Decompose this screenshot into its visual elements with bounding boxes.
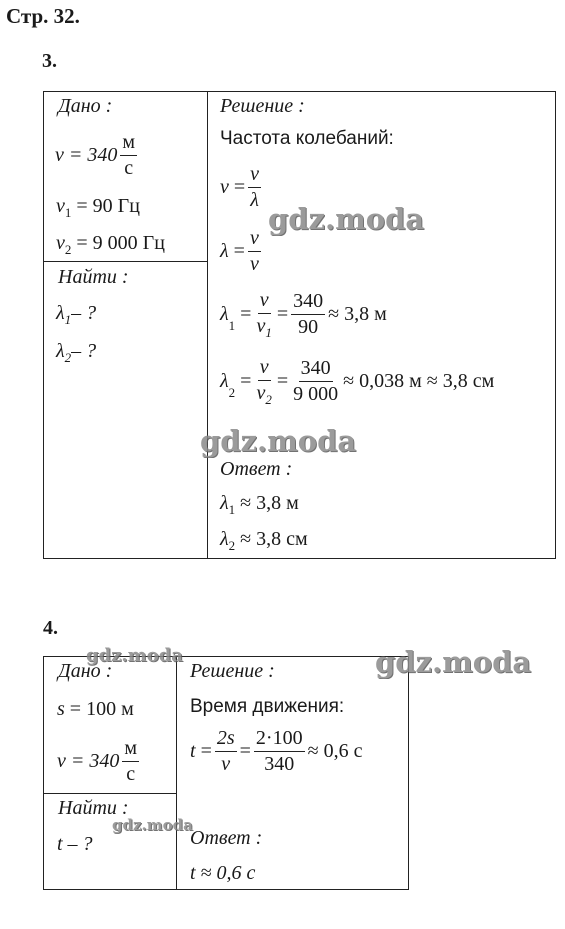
frac-den: λ — [250, 189, 259, 211]
nu2-value: = 9 000 Гц — [76, 232, 165, 254]
task-4-solution-label: Решение : — [190, 660, 275, 682]
answer2-value: ≈ 3,8 см — [240, 528, 308, 550]
task-3-solution-label: Решение : — [220, 95, 305, 117]
given-speed-expr: v = 340 — [55, 144, 118, 166]
frac-den: 90 — [298, 316, 319, 339]
watermark: gdz.moda — [375, 645, 532, 679]
task-3-calc-lambda2: λ $_2$ = $\frac{v}{\nu_2}$ = $\frac{340}{9 000}$ ≈ 0,038 м ≈ 3,8 см — [220, 356, 495, 407]
frac-den: $\nu_1$ — [256, 315, 272, 340]
task-3-given-speed — [55, 132, 140, 179]
frac-den: $\nu_2$ — [256, 382, 272, 407]
task-4-number: 4. — [43, 617, 58, 639]
task-3-given-find-divider — [44, 261, 207, 262]
task-3-answer-lambda1: $\lambda_1 \approx 3,8$ м — [220, 492, 299, 517]
time-result: ≈ 0,6 с — [307, 740, 363, 762]
task-4-given-speed — [57, 738, 142, 785]
2s-over-v — [215, 728, 237, 775]
lambda2-result: ≈ 0,038 м ≈ 3,8 см — [343, 370, 495, 393]
task-3-answer-label: Ответ : — [220, 458, 293, 480]
frac-den: ν — [249, 253, 259, 275]
frac-num: 340 — [291, 291, 325, 315]
watermark: gdz.moda — [112, 816, 193, 834]
task-3-find-lambda1: $\lambda_1-$ ? — [56, 302, 97, 327]
frac-num: v — [258, 290, 271, 314]
task-3-answer-lambda2: $\lambda_2 \approx 3,8$ см — [220, 528, 308, 553]
distance-value: = 100 м — [69, 698, 134, 720]
lambda-symbol: λ — [220, 492, 229, 514]
task-3-calc-lambda1: λ $_1$ = $\frac{v}{\nu_1}$ = $\frac{340}{90}$ ≈ 3,8 м — [220, 289, 387, 340]
task-4-given-distance: s = 100 м — [57, 698, 134, 720]
v-over-lambda — [248, 164, 261, 211]
frac-den: v — [221, 753, 231, 775]
lambda-symbol: λ — [56, 340, 65, 362]
lambda-symbol: λ — [220, 240, 229, 262]
task-3-divider — [207, 92, 208, 558]
frac-num: v — [248, 228, 261, 252]
watermark: gdz.moda — [200, 424, 357, 458]
task-4-given-label: Дано : — [58, 660, 113, 682]
nu-symbol: ν — [220, 176, 229, 198]
v-over-nu2 — [254, 357, 273, 407]
task-3-given-label: Дано : — [58, 95, 113, 117]
frac-num: 340 — [299, 358, 333, 382]
v-over-nu1 — [254, 290, 273, 340]
frac-num: 2·100 — [254, 728, 305, 752]
lambda-symbol: λ — [220, 528, 229, 550]
task-4-find-t: t – ? — [57, 833, 93, 855]
unit-fraction — [122, 738, 139, 785]
task-4-answer-label: Ответ : — [190, 827, 263, 849]
given-speed-expr: v = 340 — [57, 750, 120, 772]
lambda-symbol: λ — [56, 302, 65, 324]
nu1-value: = 90 Гц — [76, 195, 140, 217]
task-4-calc-time: t = $\frac{2s}{v}$ = $\frac{2\cdot 100}{340}$ ≈ 0,6 с — [190, 727, 363, 775]
task-3-solution-heading: Частота колебаний: — [220, 128, 394, 149]
task-3-find-label: Найти : — [58, 266, 129, 288]
frac-num: v — [258, 357, 271, 381]
task-3-formula-lambda: λ = $\frac{v}{\nu}$ — [220, 227, 259, 275]
page-title: Стр. 32. — [6, 4, 80, 28]
task-3-find-lambda2: $\lambda_2-$ ? — [56, 340, 97, 365]
watermark: gdz.moda — [268, 202, 425, 236]
frac-den: 9 000 — [293, 383, 339, 406]
task-4-answer-value: t ≈ 0,6 с — [190, 862, 256, 884]
340-over-9000 — [291, 358, 340, 405]
340-over-90 — [291, 291, 325, 338]
unit-denominator: с — [126, 763, 136, 785]
frac-num: v — [248, 164, 261, 188]
task-3-formula-nu: ν = $\frac{v}{\lambda}$ — [220, 163, 260, 211]
task-4-divider — [176, 657, 177, 889]
unit-numerator: м — [120, 132, 137, 156]
nu-symbol: ν — [256, 382, 266, 404]
task-3-given-nu1: $\nu_1 = 90$ Гц — [56, 195, 140, 220]
v-over-nu — [248, 228, 261, 275]
find-l2-text: – ? — [71, 340, 97, 362]
200-over-340 — [254, 728, 305, 775]
lambda-symbol: λ — [220, 370, 229, 393]
unit-fraction — [120, 132, 137, 179]
answer1-value: ≈ 3,8 м — [240, 492, 299, 514]
unit-denominator: с — [124, 157, 134, 179]
lambda-symbol: λ — [220, 303, 229, 326]
nu-symbol: ν — [256, 315, 266, 337]
frac-den: 340 — [264, 753, 295, 775]
nu-symbol: ν — [56, 232, 65, 254]
task-3-given-nu2: $\nu_2 = 9$ 000 Гц — [56, 232, 165, 257]
task-4-find-label: Найти : — [58, 797, 129, 819]
watermark: gdz.moda — [86, 645, 183, 666]
task-4-solution-heading: Время движения: — [190, 696, 345, 717]
task-4-given-find-divider — [44, 793, 176, 794]
lambda1-result: ≈ 3,8 м — [328, 303, 387, 326]
unit-numerator: м — [122, 738, 139, 762]
task-3-number: 3. — [42, 50, 57, 72]
frac-num: 2s — [215, 728, 237, 752]
find-l1-text: – ? — [71, 302, 97, 324]
nu-symbol: ν — [56, 195, 65, 217]
